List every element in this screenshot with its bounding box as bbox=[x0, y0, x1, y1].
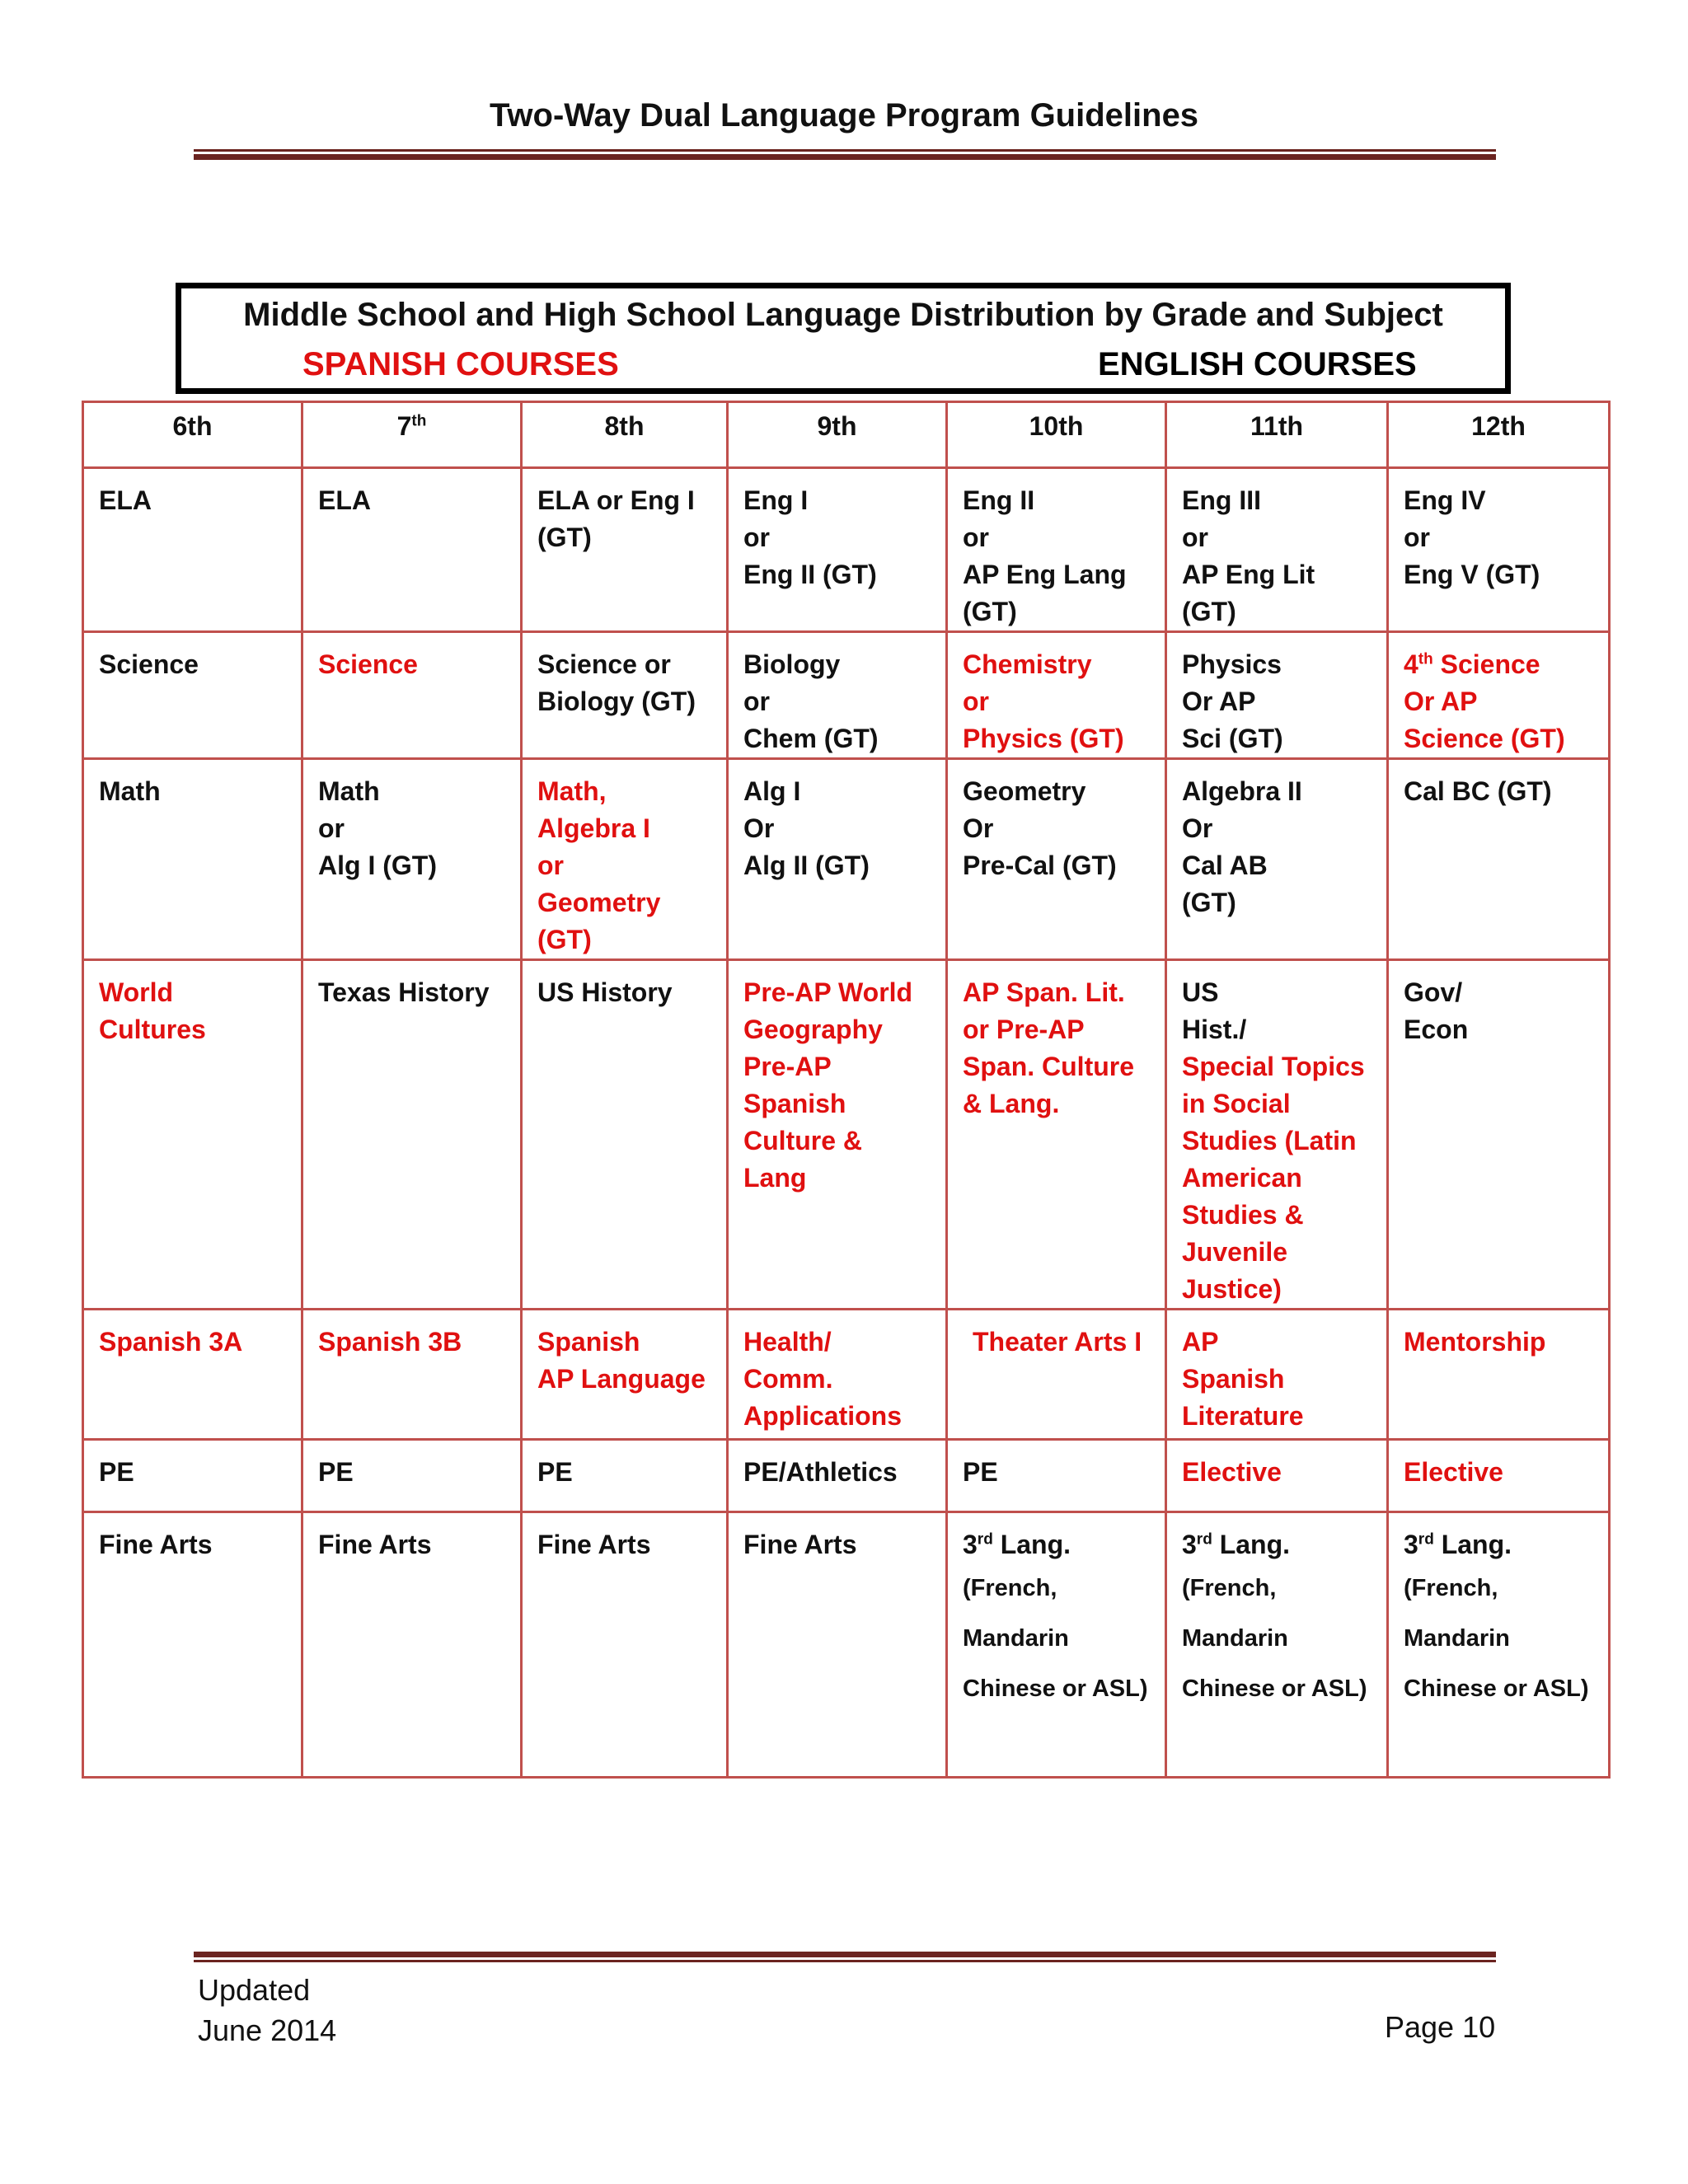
table-cell: 3rd Lang. (French, Mandarin Chinese or ASL) bbox=[1388, 1512, 1610, 1778]
grade-header: 7th bbox=[302, 402, 522, 468]
table-cell: Biology or Chem (GT) bbox=[728, 632, 947, 759]
table-cell: Mentorship bbox=[1388, 1310, 1610, 1440]
page-title: Two-Way Dual Language Program Guidelines bbox=[489, 97, 1199, 134]
table-cell: Elective bbox=[1166, 1440, 1388, 1512]
table-cell: Spanish 3B bbox=[302, 1310, 522, 1440]
grade-header: 9th bbox=[728, 402, 947, 468]
table-cell: Pre-AP World Geography Pre-AP Spanish Culture & Lang bbox=[728, 960, 947, 1310]
table-cell: 4th Science Or AP Science (GT) bbox=[1388, 632, 1610, 759]
table-cell: Texas History bbox=[302, 960, 522, 1310]
table-cell: PE bbox=[83, 1440, 302, 1512]
course-distribution-table bbox=[82, 401, 1611, 1779]
table-cell: Fine Arts bbox=[728, 1512, 947, 1778]
updated-date: Updated June 2014 bbox=[198, 1973, 337, 2047]
table-row-arts bbox=[83, 1512, 1610, 1778]
table-row-science bbox=[83, 632, 1610, 759]
table-cell: 3rd Lang. (French, Mandarin Chinese or ASL) bbox=[947, 1512, 1166, 1778]
table-title-box bbox=[176, 283, 1511, 394]
grade-header: 8th bbox=[522, 402, 728, 468]
footer-divider bbox=[194, 1952, 1496, 1962]
grade-header: 12th bbox=[1388, 402, 1610, 468]
table-cell: AP Spanish Literature bbox=[1166, 1310, 1388, 1440]
table-cell: Algebra II Or Cal AB (GT) bbox=[1166, 759, 1388, 960]
page-number: Page 10 bbox=[1385, 2010, 1496, 2044]
table-cell: Science bbox=[83, 632, 302, 759]
grade-header-row bbox=[83, 402, 1610, 468]
table-cell: PE bbox=[947, 1440, 1166, 1512]
table-cell: Science or Biology (GT) bbox=[522, 632, 728, 759]
table-cell: Health/ Comm. Applications bbox=[728, 1310, 947, 1440]
table-cell: Chemistry or Physics (GT) bbox=[947, 632, 1166, 759]
table-cell: Spanish 3A bbox=[83, 1310, 302, 1440]
english-courses-label: ENGLISH COURSES bbox=[1098, 346, 1417, 382]
table-cell: Elective bbox=[1388, 1440, 1610, 1512]
table-cell: Fine Arts bbox=[83, 1512, 302, 1778]
table-row-social-studies bbox=[83, 960, 1610, 1310]
table-row-ela bbox=[83, 468, 1610, 632]
table-row-language bbox=[83, 1310, 1610, 1440]
table-cell: ELA bbox=[302, 468, 522, 632]
table-cell: US Hist./ Special Topics in Social Studies (Latin American Studies & Juvenile Justice) bbox=[1166, 960, 1388, 1310]
table-cell: Eng I or Eng II (GT) bbox=[728, 468, 947, 632]
table-cell: PE bbox=[302, 1440, 522, 1512]
table-cell: World Cultures bbox=[83, 960, 302, 1310]
table-cell: Gov/ Econ bbox=[1388, 960, 1610, 1310]
table-cell: US History bbox=[522, 960, 728, 1310]
table-cell: Geometry Or Pre-Cal (GT) bbox=[947, 759, 1166, 960]
table-cell: Eng II or AP Eng Lang (GT) bbox=[947, 468, 1166, 632]
grade-header: 10th bbox=[947, 402, 1166, 468]
table-cell: 3rd Lang. (French, Mandarin Chinese or ASL) bbox=[1166, 1512, 1388, 1778]
table-cell: Cal BC (GT) bbox=[1388, 759, 1610, 960]
table-cell: Math or Alg I (GT) bbox=[302, 759, 522, 960]
table-cell: Math, Algebra I or Geometry (GT) bbox=[522, 759, 728, 960]
grade-header: 6th bbox=[83, 402, 302, 468]
table-row-math bbox=[83, 759, 1610, 960]
table-cell: Fine Arts bbox=[302, 1512, 522, 1778]
table-cell: Science bbox=[302, 632, 522, 759]
table-title: Middle School and High School Language Distribution by Grade and Subject bbox=[243, 297, 1443, 333]
grade-header: 11th bbox=[1166, 402, 1388, 468]
table-cell: Spanish AP Language bbox=[522, 1310, 728, 1440]
header-divider bbox=[194, 149, 1496, 160]
table-cell: PE/Athletics bbox=[728, 1440, 947, 1512]
table-cell: Eng III or AP Eng Lit (GT) bbox=[1166, 468, 1388, 632]
table-cell: AP Span. Lit. or Pre-AP Span. Culture & Lang. bbox=[947, 960, 1166, 1310]
table-cell: Physics Or AP Sci (GT) bbox=[1166, 632, 1388, 759]
table-cell: Eng IV or Eng V (GT) bbox=[1388, 468, 1610, 632]
table-cell: ELA bbox=[83, 468, 302, 632]
table-row-pe bbox=[83, 1440, 1610, 1512]
table-cell: Fine Arts bbox=[522, 1512, 728, 1778]
table-cell: Theater Arts I bbox=[947, 1310, 1166, 1440]
table-cell: Alg I Or Alg II (GT) bbox=[728, 759, 947, 960]
table-cell: PE bbox=[522, 1440, 728, 1512]
spanish-courses-label: SPANISH COURSES bbox=[302, 346, 619, 382]
table-cell: Math bbox=[83, 759, 302, 960]
table-cell: ELA or Eng I (GT) bbox=[522, 468, 728, 632]
